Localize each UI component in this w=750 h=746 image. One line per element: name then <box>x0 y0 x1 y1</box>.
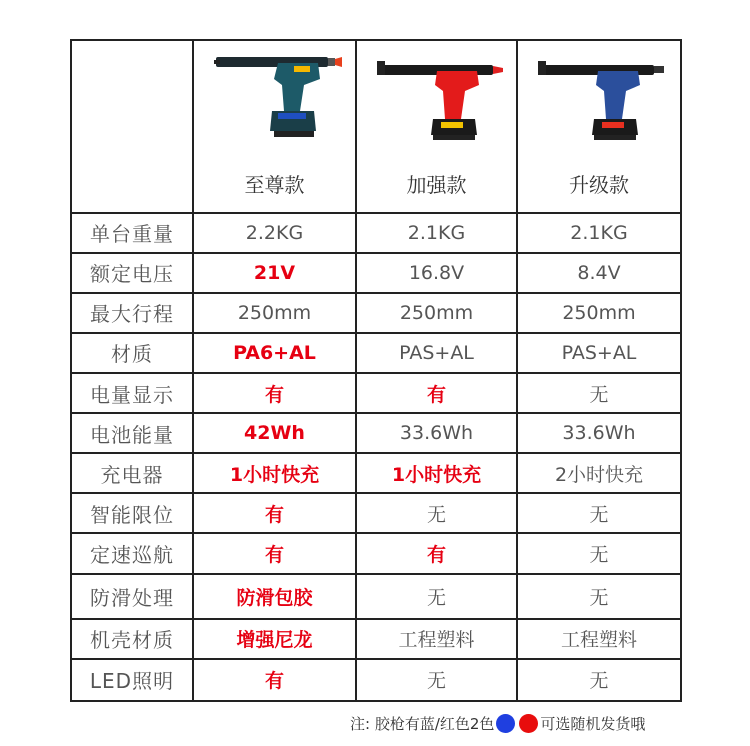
spec-value: 33.6Wh <box>356 413 517 453</box>
spec-value: 有 <box>193 533 356 573</box>
spec-label: 防滑处理 <box>71 574 193 619</box>
model-cell-supreme <box>193 40 356 213</box>
color-note <box>350 708 710 738</box>
spec-label: 机壳材质 <box>71 619 193 659</box>
spec-value: 无 <box>517 659 681 701</box>
spec-label: 定速巡航 <box>71 533 193 573</box>
spec-row <box>71 213 681 253</box>
model-cell-upgraded <box>517 40 681 213</box>
spec-value: 无 <box>517 373 681 413</box>
spec-row <box>71 253 681 293</box>
spec-row <box>71 413 681 453</box>
red-caulking-gun-image <box>371 49 509 149</box>
spec-value: 无 <box>356 659 517 701</box>
spec-value: 工程塑料 <box>356 619 517 659</box>
spec-value: 无 <box>356 493 517 533</box>
spec-label: 单台重量 <box>71 213 193 253</box>
spec-value: 有 <box>193 659 356 701</box>
spec-label: 充电器 <box>71 453 193 493</box>
red-color-dot <box>519 714 538 733</box>
corner-cell <box>71 40 193 213</box>
spec-row <box>71 619 681 659</box>
spec-row <box>71 659 681 701</box>
spec-value: 无 <box>517 574 681 619</box>
spec-value: 增强尼龙 <box>193 619 356 659</box>
blue-color-dot <box>496 714 515 733</box>
spec-label: LED照明 <box>71 659 193 701</box>
spec-value: 33.6Wh <box>517 413 681 453</box>
model-cell-reinforced <box>356 40 517 213</box>
spec-value: 16.8V <box>356 253 517 293</box>
spec-value: 250mm <box>517 293 681 333</box>
spec-row <box>71 493 681 533</box>
spec-label: 电池能量 <box>71 413 193 453</box>
comparison-table <box>70 39 682 702</box>
spec-label: 材质 <box>71 333 193 373</box>
spec-value: PAS+AL <box>356 333 517 373</box>
spec-value: 2.1KG <box>517 213 681 253</box>
spec-value: 21V <box>193 253 356 293</box>
spec-row <box>71 533 681 573</box>
spec-value: 无 <box>517 533 681 573</box>
model-name-upgraded: 升级款 <box>569 173 629 197</box>
spec-row <box>71 293 681 333</box>
spec-label: 最大行程 <box>71 293 193 333</box>
spec-value: 42Wh <box>193 413 356 453</box>
spec-value: 1小时快充 <box>356 453 517 493</box>
spec-row <box>71 574 681 619</box>
spec-value: 有 <box>356 373 517 413</box>
spec-value: 无 <box>517 493 681 533</box>
spec-value: PAS+AL <box>517 333 681 373</box>
spec-value: PA6+AL <box>193 333 356 373</box>
spec-label: 电量显示 <box>71 373 193 413</box>
spec-value: 1小时快充 <box>193 453 356 493</box>
model-name-reinforced: 加强款 <box>406 173 467 197</box>
spec-row <box>71 453 681 493</box>
spec-row <box>71 333 681 373</box>
spec-label: 额定电压 <box>71 253 193 293</box>
model-name-supreme: 至尊款 <box>244 173 305 197</box>
spec-value: 有 <box>356 533 517 573</box>
spec-value: 防滑包胶 <box>193 574 356 619</box>
spec-value: 2.1KG <box>356 213 517 253</box>
spec-value: 有 <box>193 493 356 533</box>
teal-caulking-gun-image <box>208 49 346 149</box>
spec-value: 8.4V <box>517 253 681 293</box>
spec-value: 无 <box>356 574 517 619</box>
blue-caulking-gun-image <box>532 49 670 149</box>
spec-value: 2.2KG <box>193 213 356 253</box>
spec-value: 工程塑料 <box>517 619 681 659</box>
note-suffix: 可选随机发货哦 <box>540 714 646 733</box>
spec-value: 250mm <box>193 293 356 333</box>
header-row <box>71 40 681 213</box>
spec-value: 有 <box>193 373 356 413</box>
note-text: 注: 胶枪有蓝/红色2色 <box>350 714 495 733</box>
spec-value: 2小时快充 <box>517 453 681 493</box>
spec-row <box>71 373 681 413</box>
spec-label: 智能限位 <box>71 493 193 533</box>
spec-value: 250mm <box>356 293 517 333</box>
